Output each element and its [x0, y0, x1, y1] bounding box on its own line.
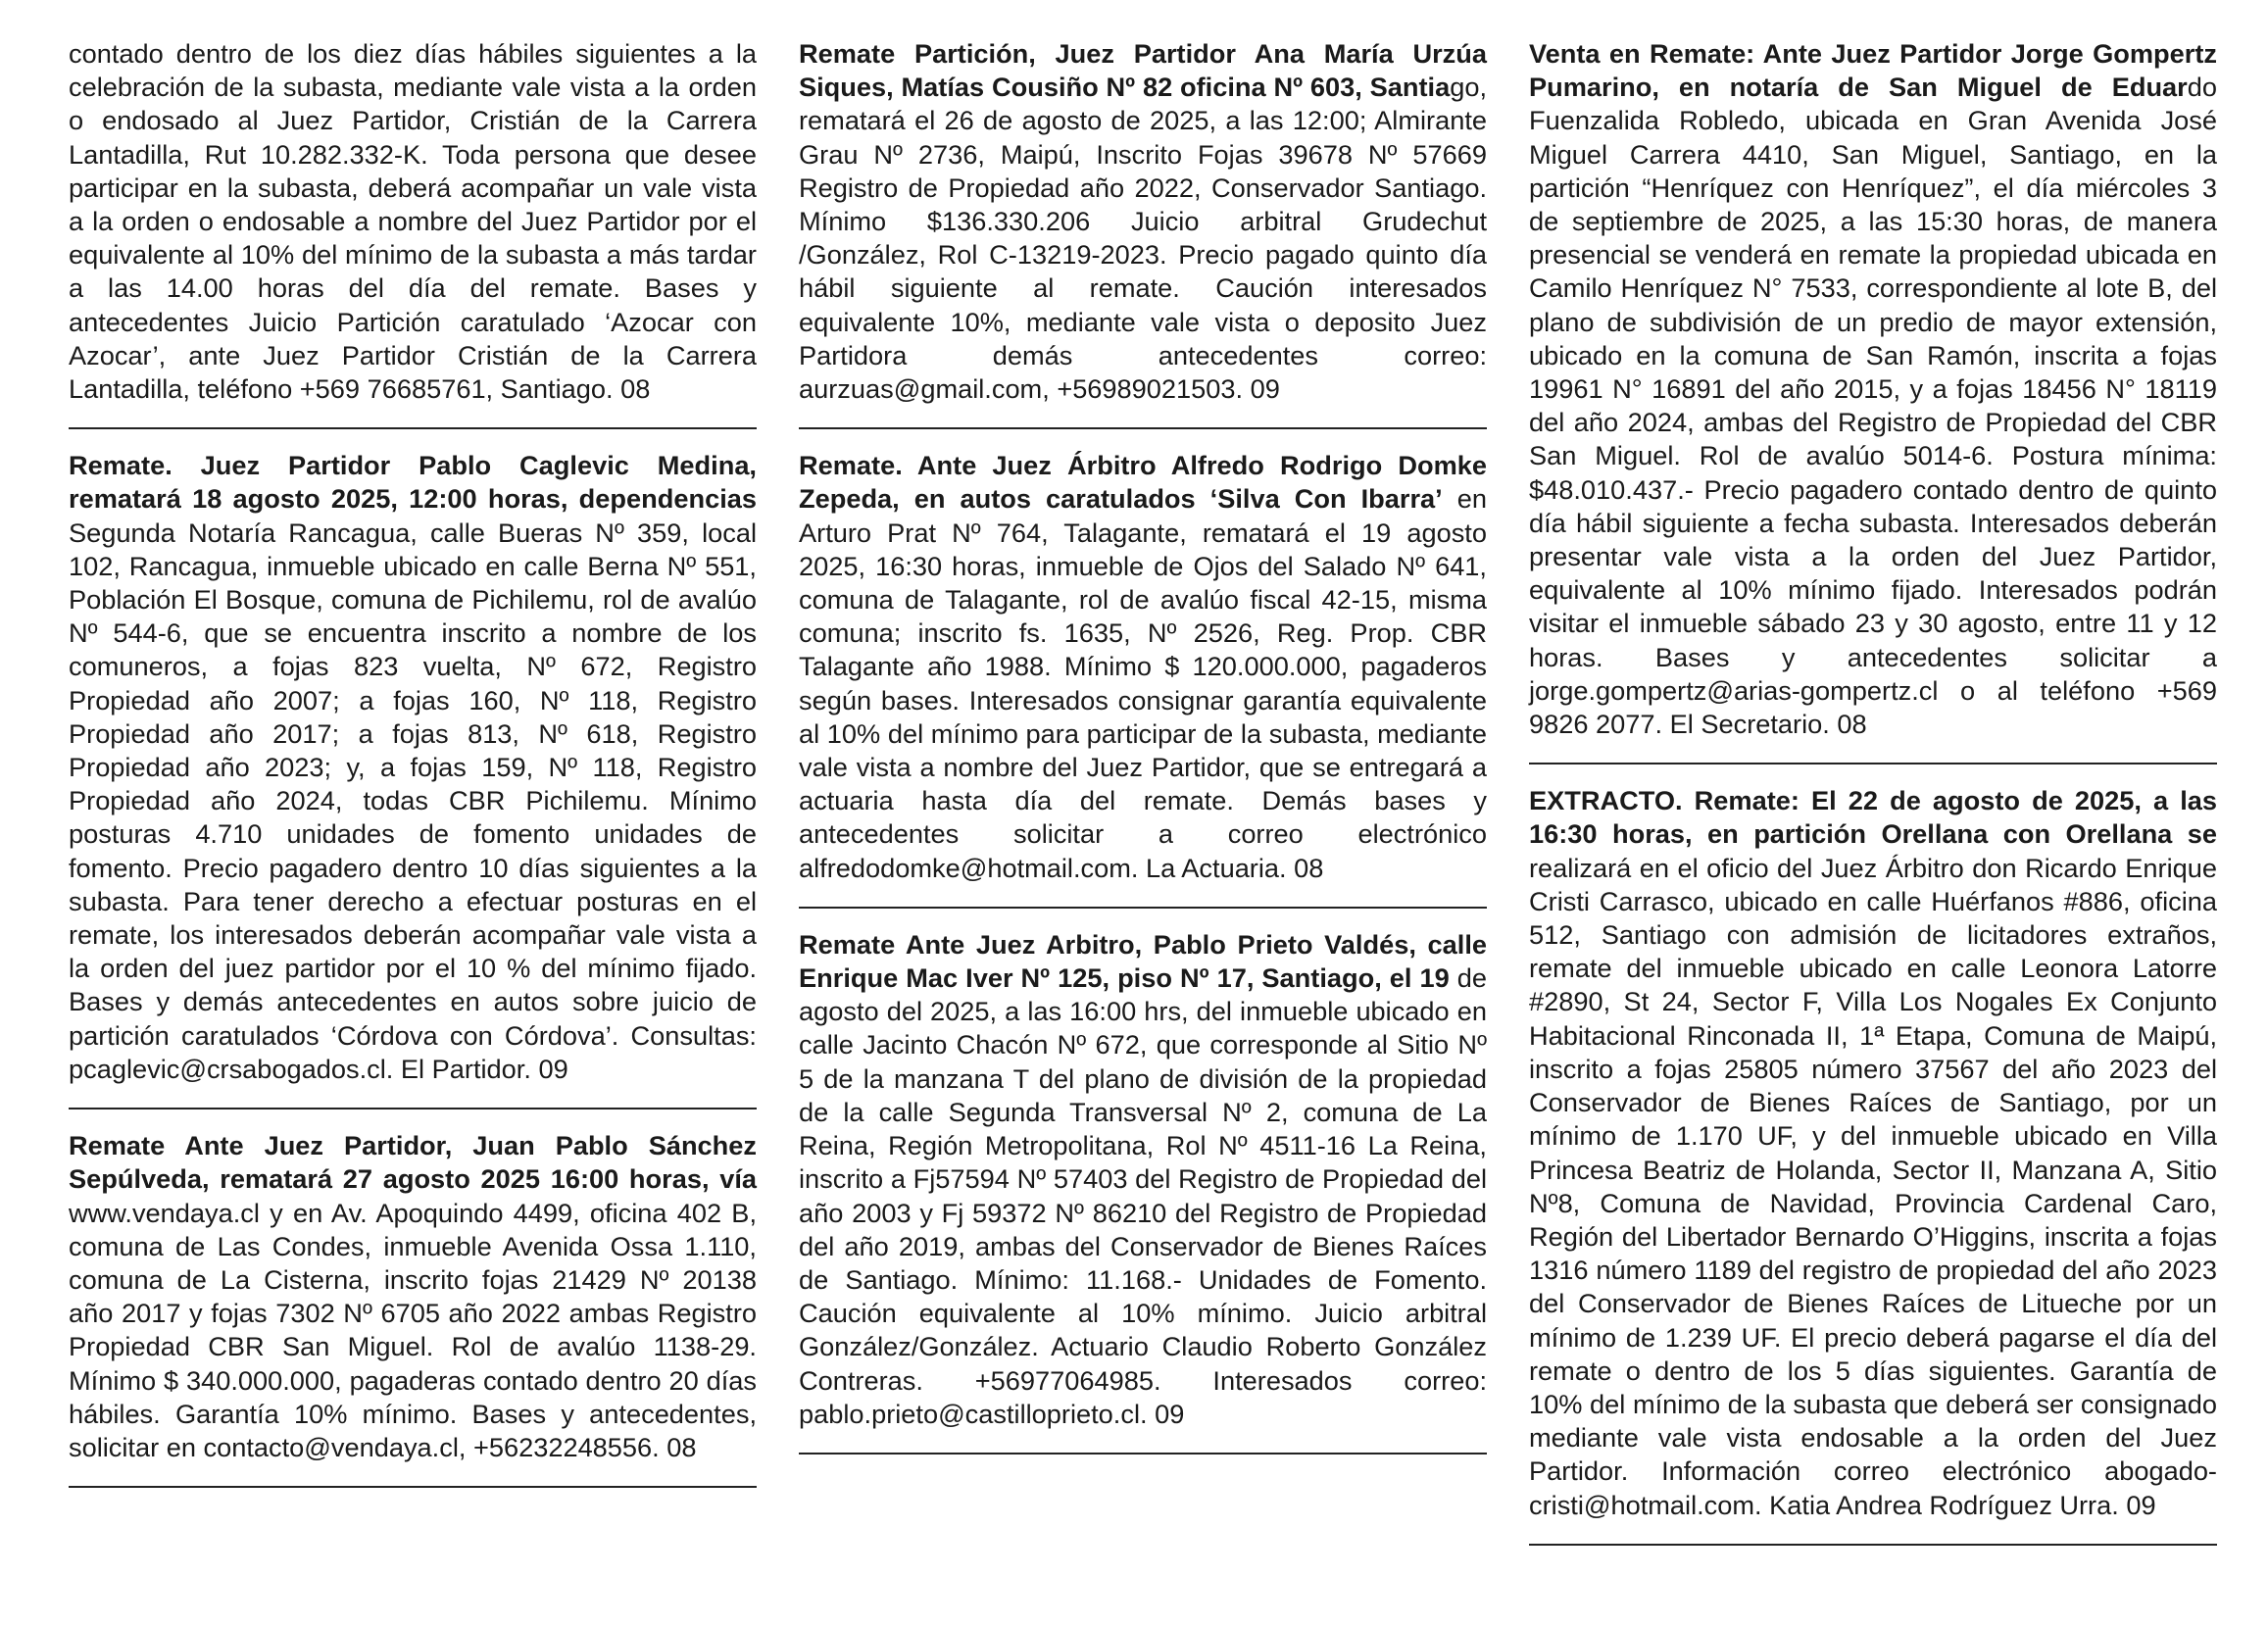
notice-body: www.vendaya.cl y en Av. Apoquindo 4499, oficina 402 B, comuna de Las Condes, inmueble Avenida Ossa 1.110, comuna de La Cisterna, inscrito fojas 21429 Nº 20138 año 2017 y fojas 7302 Nº 6705 año 2022 ambas Registro Propiedad CBR San Miguel. Rol de avalúo 1138-29. Mínimo $ 340.000.000, pagaderas contado dentro 20 días hábiles. Garantía 10% mínimo. Bases y antecedentes, solicitar en contacto@vendaya.cl, +56232248556. 08: [69, 1197, 757, 1462]
divider: [69, 427, 757, 429]
notice-heading: Remate Ante Juez Arbitro, Pablo Prieto Valdés, calle Enrique Mac Iver Nº 125, piso Nº 17, Santiago, el 19: [799, 928, 1487, 994]
notice-body: go, rematará el 26 de agosto de 2025, a las 12:00; Almirante Grau Nº 2736, Maipú, Inscrito Fojas 39678 Nº 57669 Registro de Propiedad año 2022, Conservador Santiago. Mínimo $136.330.206 Juicio arbitral Grudechut /González, Rol C-13219-2023. Precio pagado quinto día hábil siguiente al remate. Caución interesados equivalente 10%, mediante vale vista o deposito Juez Partidora demás antecedentes correo: aurzuas@gmail.com, +56989021503. 09: [799, 72, 1487, 405]
notice-c2-3: [799, 928, 1487, 1431]
notice-c3-1: [1529, 37, 2217, 741]
notice-body: en Arturo Prat Nº 764, Talagante, rematará el 19 agosto 2025, 16:30 horas, inmueble de Ojos del Salado Nº 641, comuna de Talagante, rol de avalúo fiscal 42-15, misma comuna; inscrito fs. 1635, Nº 2526, Reg. Prop. CBR Talagante año 1988. Mínimo $ 120.000.000, pagaderos según bases. Interesados consignar garantía equivalente al 10% del mínimo para participar de la subasta, mediante vale vista a nombre del Juez Partidor, que se entregará a actuaria hasta día del remate. Demás bases y antecedentes solicitar a correo electrónico alfredodomke@hotmail.com. La Actuaria. 08: [799, 483, 1487, 883]
notice-c3-2: [1529, 784, 2217, 1521]
notice-heading: Remate Partición, Juez Partidor Ana María Urzúa Siques, Matías Cousiño Nº 82 oficina Nº 603, Santia: [799, 38, 1487, 103]
notice-heading: Remate. Juez Partidor Pablo Caglevic Medina, rematará 18 agosto 2025, 12:00 horas, dependencias: [69, 450, 757, 515]
column-2: [799, 37, 1487, 1474]
notice-heading: Venta en Remate: Ante Juez Partidor Jorge Gompertz Pumarino, en notaría de San Miguel de Eduar: [1529, 38, 2217, 103]
notice-body: contado dentro de los diez días hábiles siguientes a la celebración de la subasta, mediante vale vista a la orden o endosado al Juez Partidor, Cristián de la Carrera Lantadilla, Rut 10.282.332-K. Toda persona que desee participar en la subasta, deberá acompañar un vale vista a la orden o endosable a nombre del Juez Partidor por el equivalente al 10% del mínimo de la subasta a más tardar a las 14.00 horas del día del remate. Bases y antecedentes Juicio Partición caratulado ‘Azocar con Azocar’, ante Juez Partidor Cristián de la Carrera Lantadilla, teléfono +569 76685761, Santiago. 08: [69, 38, 757, 405]
divider: [1529, 763, 2217, 764]
notice-body: do Fuenzalida Robledo, ubicada en Gran Avenida José Miguel Carrera 4410, San Miguel, Santiago, en la partición “Henríquez con Henríquez”, el día miércoles 3 de septiembre de 2025, a las 15:30 horas, de manera presencial se venderá en remate la propiedad ubicada en Camilo Henríquez N° 7533, correspondiente al lote B, del plano de subdivisión de un predio de mayor extensión, ubicado en la comuna de San Ramón, inscrita a fojas 19961 N° 16891 del año 2015, y a fojas 18456 N° 18119 del año 2024, ambas del Registro de Propiedad del CBR San Miguel. Rol de avalúo 5014-6. Postura mínima: $48.010.437.- Precio pagadero contado dentro de quinto día hábil siguiente a fecha subasta. Interesados deberán presentar vale vista a la orden del Juez Partidor, equivalente al 10% mínimo fijado. Interesados podrán visitar el inmueble sábado 23 y 30 agosto, entre 11 y 12 horas. Bases y antecedentes solicitar a jorge.gompertz@arias-gompertz.cl o al teléfono +569 9826 2077. El Secretario. 08: [1529, 72, 2217, 740]
notice-c1-1: [69, 37, 757, 406]
notice-body: de agosto del 2025, a las 16:00 hrs, del inmueble ubicado en calle Jacinto Chacón Nº 672, que corresponde al Sitio Nº 5 de la manzana T del plano de división de la propiedad de la calle Segunda Transversal Nº 2, comuna de La Reina, Región Metropolitana, Rol Nº 4511-16 La Reina, inscrito a Fj57594 Nº 57403 del Registro de Propiedad del año 2003 y Fj 59372 Nº 86210 del Registro de Propiedad del año 2019, ambas del Conservador de Bienes Raíces de Santiago. Mínimo: 11.168.- Unidades de Fomento. Caución equivalente al 10% mínimo. Juicio arbitral González/González. Actuario Claudio Roberto González Contreras. +56977064985. Interesados correo: pablo.prieto@castilloprieto.cl. 09: [799, 962, 1488, 1429]
divider: [799, 907, 1487, 909]
divider: [1529, 1544, 2217, 1546]
notice-heading: Remate Ante Juez Partidor, Juan Pablo Sánchez Sepúlveda, rematará 27 agosto 2025 16:00 horas, vía: [69, 1130, 757, 1195]
notice-c1-3: [69, 1129, 757, 1464]
divider: [799, 427, 1487, 429]
notice-heading: EXTRACTO. Remate: El 22 de agosto de 2025, a las 16:30 horas, en partición Orellana con Orellana se: [1529, 785, 2217, 850]
notice-body: realizará en el oficio del Juez Árbitro don Ricardo Enrique Cristi Carrasco, ubicado en calle Huérfanos #886, oficina 512, Santiago con admisión de licitadores extraños, remate del inmueble ubicado en calle Leonora Latorre #2890, St 24, Sector F, Villa Los Nogales Ex Conjunto Habitacional Rinconada II, 1ª Etapa, Comuna de Maipú, inscrito a fojas 25805 número 37567 del año 2023 del Conservador de Bienes Raíces de Santiago, por un mínimo de 1.170 UF, y del inmueble ubicado en Villa Princesa Beatriz de Holanda, Sector II, Manzana A, Sitio Nº8, Comuna de Navidad, Provincia Cardenal Caro, Región del Libertador Bernardo O’Higgins, inscrita a fojas 1316 número 1189 del registro de propiedad del año 2023 del Conservador de Bienes Raíces de Litueche por un mínimo de 1.239 UF. El precio deberá pagarse el día del remate o dentro de los 5 días siguientes. Garantía de 10% del mínimo de la subasta que deberá ser consignado mediante vale vista endosable a la orden del Juez Partidor. Información correo electrónico abogado-cristi@hotmail.com. Katia Andrea Rodríguez Urra. 09: [1529, 852, 2217, 1520]
divider: [69, 1486, 757, 1488]
notice-heading: Remate. Ante Juez Árbitro Alfredo Rodrigo Domke Zepeda, en autos caratulados ‘Silva Con Ibarra’: [799, 450, 1487, 515]
divider: [799, 1453, 1487, 1454]
notice-c2-1: [799, 37, 1487, 406]
column-1: [69, 37, 757, 1507]
notice-c2-2: [799, 449, 1487, 885]
column-3: [1529, 37, 2217, 1565]
notice-body: Segunda Notaría Rancagua, calle Bueras Nº 359, local 102, Rancagua, inmueble ubicado en calle Berna Nº 551, Población El Bosque, comuna de Pichilemu, rol de avalúo Nº 544-6, que se encuentra inscrito a nombre de los comuneros, a fojas 823 vuelta, Nº 672, Registro Propiedad año 2007; a fojas 160, Nº 118, Registro Propiedad año 2017; a fojas 813, Nº 618, Registro Propiedad año 2023; y, a fojas 159, Nº 118, Registro Propiedad año 2024, todas CBR Pichilemu. Mínimo posturas 4.710 unidades de fomento unidades de fomento. Precio pagadero dentro 10 días siguientes a la subasta. Para tener derecho a efectuar posturas en el remate, los interesados deberán acompañar vale vista a la orden del juez partidor por el 10 % del mínimo fijado. Bases y demás antecedentes en autos sobre juicio de partición caratulados ‘Córdova con Córdova’. Consultas: pcaglevic@crsabogados.cl. El Partidor. 09: [69, 517, 757, 1084]
divider: [69, 1108, 757, 1109]
notice-c1-2: [69, 449, 757, 1086]
